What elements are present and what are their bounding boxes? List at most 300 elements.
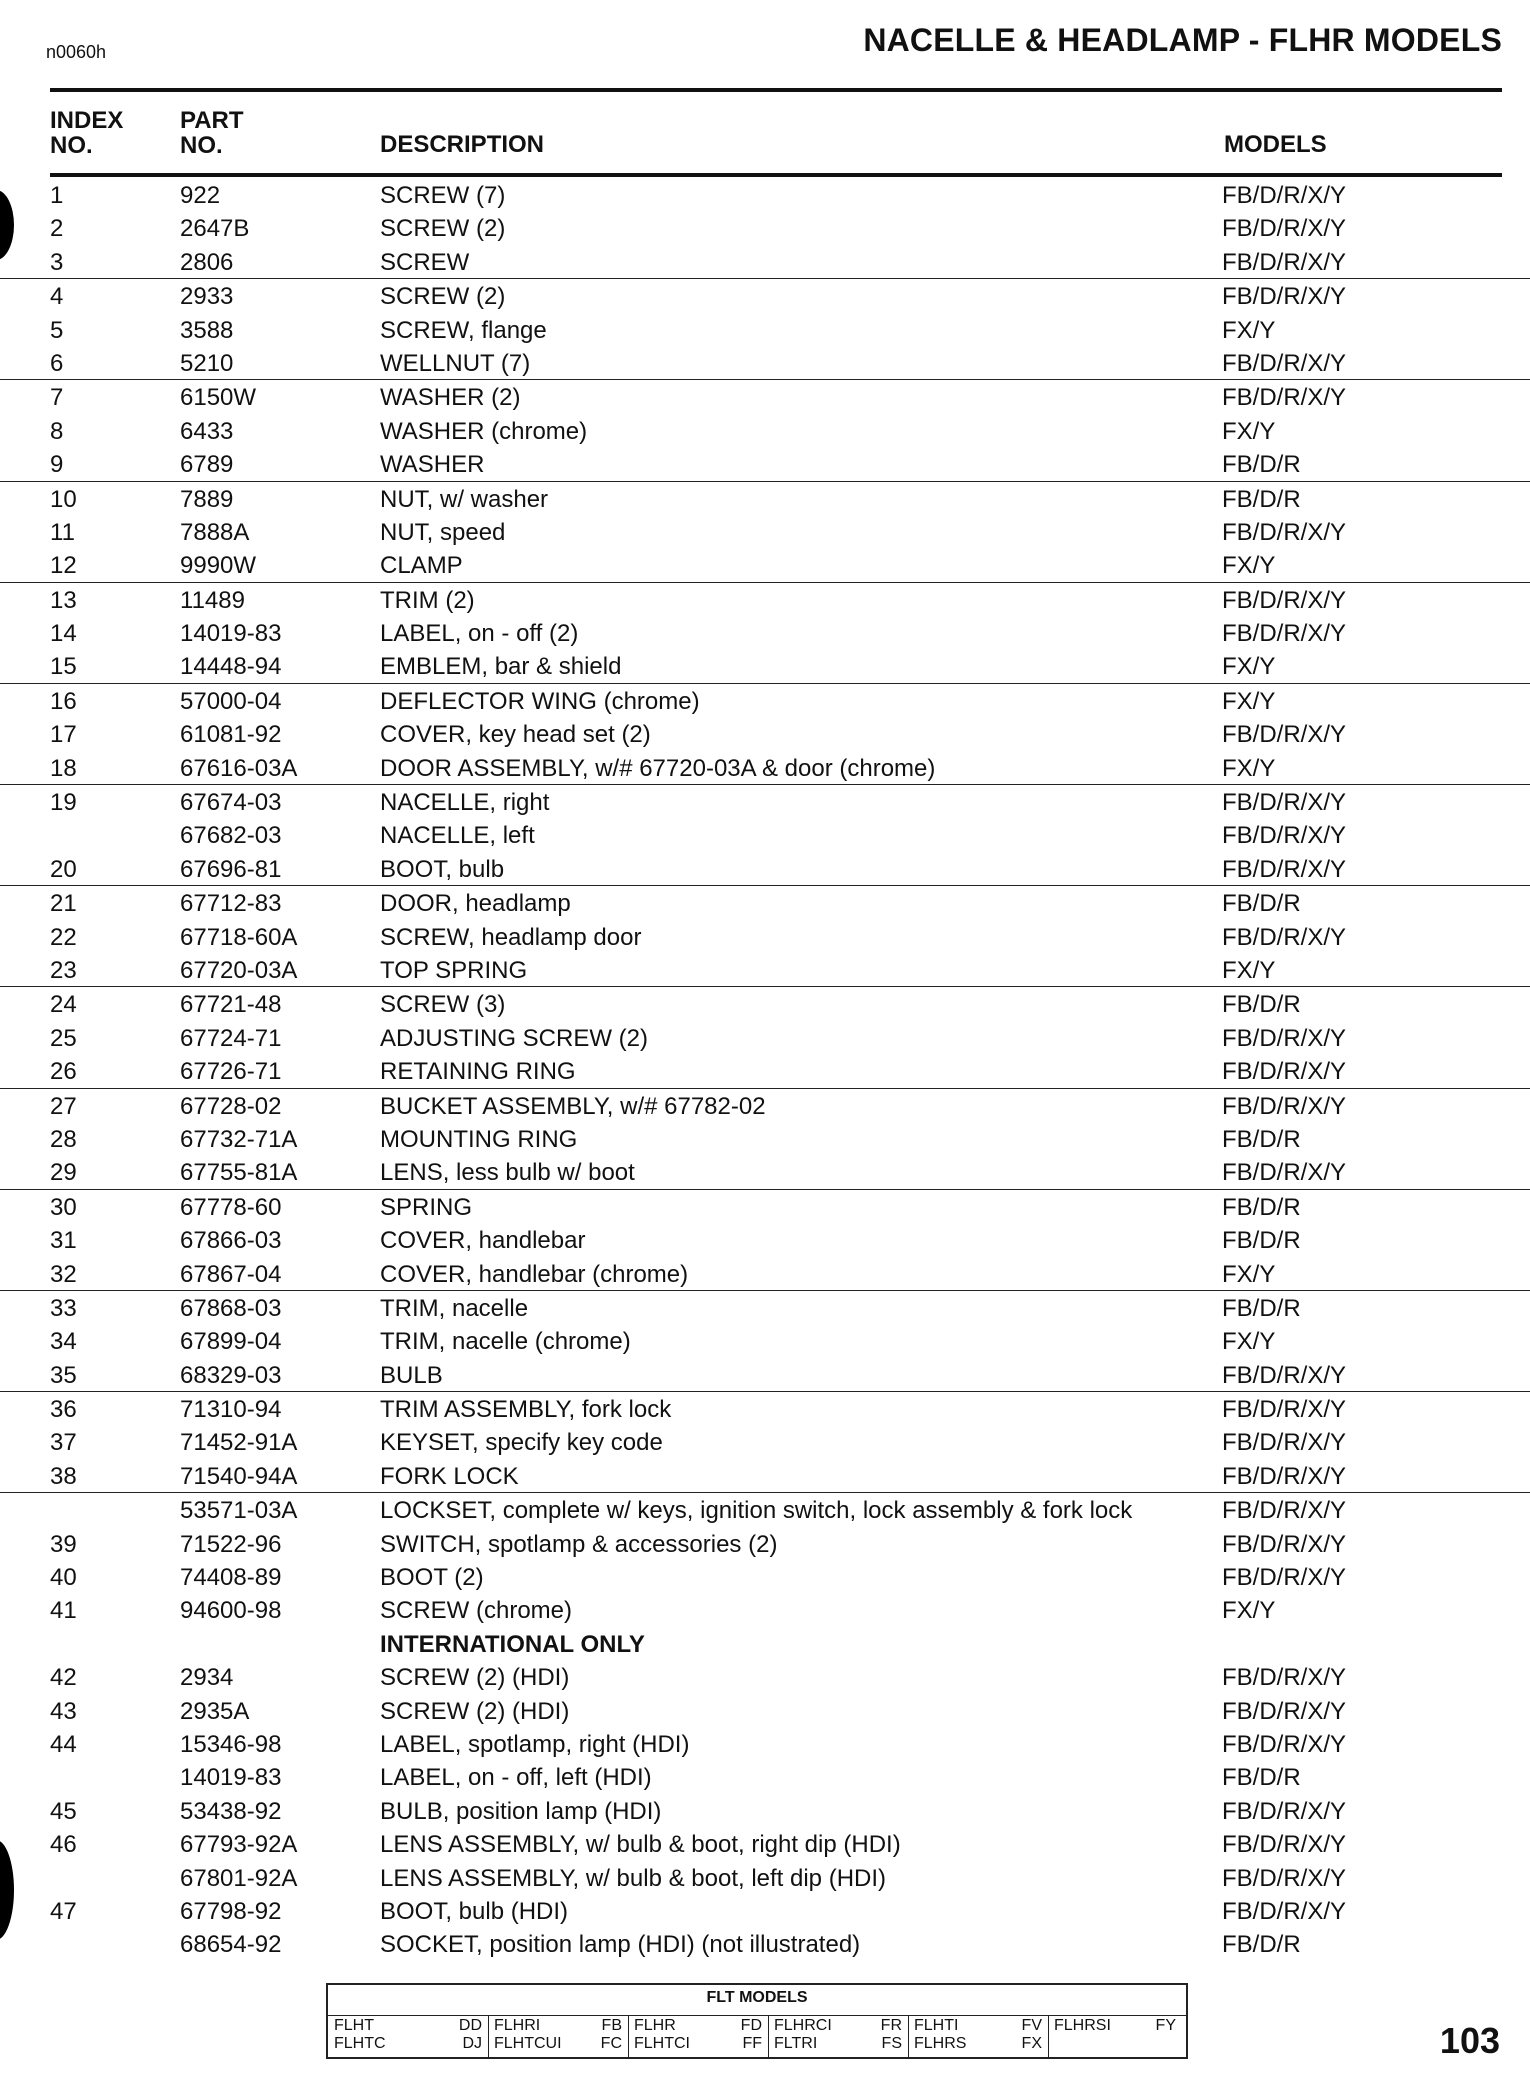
flt-model-code-group	[881, 2017, 902, 2053]
table-row	[0, 1358, 1530, 1392]
part-number-cell: 2647B	[180, 215, 250, 243]
part-number-cell: 9990W	[180, 552, 257, 580]
page-title: NACELLE & HEADLAMP - FLHR MODELS	[863, 22, 1502, 58]
index-cell: 13	[50, 586, 77, 614]
flt-legend-cell	[908, 2016, 1049, 2057]
table-row	[0, 649, 1530, 683]
description-cell: BUCKET ASSEMBLY, w/# 67782-02	[380, 1092, 766, 1120]
models-cell: FB/D/R	[1222, 485, 1301, 513]
models-cell: FB/D/R/X/Y	[1222, 855, 1347, 883]
models-cell: FB/D/R/X/Y	[1222, 1092, 1347, 1120]
models-cell: FB/D/R/X/Y	[1222, 1730, 1347, 1758]
table-row	[0, 684, 1530, 717]
table-row	[0, 515, 1530, 548]
table-row	[0, 1527, 1530, 1560]
index-cell: 9	[50, 451, 64, 479]
index-cell: 42	[50, 1664, 77, 1692]
table-row	[0, 245, 1530, 279]
description-cell: LABEL, on - off (2)	[380, 620, 579, 648]
parts-list	[0, 178, 1530, 1961]
table-row	[0, 482, 1530, 515]
flt-model-code: FD	[740, 2017, 762, 2034]
table-row	[0, 616, 1530, 649]
table-row	[0, 1122, 1530, 1155]
models-cell: FX/Y	[1222, 1597, 1276, 1625]
description-cell: BULB, position lamp (HDI)	[380, 1797, 662, 1825]
index-cell: 38	[50, 1462, 77, 1490]
part-number-cell: 68654-92	[180, 1931, 282, 1959]
flt-model-code: FY	[1155, 2017, 1176, 2034]
models-cell: FB/D/R	[1222, 451, 1301, 479]
models-cell: FX/Y	[1222, 754, 1276, 782]
index-cell: 47	[50, 1897, 77, 1925]
part-number-cell: 94600-98	[180, 1597, 282, 1625]
part-number-cell: 61081-92	[180, 721, 282, 749]
part-number-cell: 71540-94A	[180, 1462, 298, 1490]
models-cell: FB/D/R/X/Y	[1222, 822, 1347, 850]
models-cell: FB/D/R/X/Y	[1222, 620, 1347, 648]
description-cell: TRIM, nacelle	[380, 1294, 529, 1322]
models-cell: FB/D/R/X/Y	[1222, 789, 1347, 817]
models-cell: FB/D/R/X/Y	[1222, 1831, 1347, 1859]
index-cell: 1	[50, 182, 64, 209]
part-number-cell: 14019-83	[180, 620, 282, 648]
index-cell: 22	[50, 923, 77, 951]
table-row	[0, 1324, 1530, 1357]
flt-model-name: FLHRSI	[1054, 2017, 1111, 2034]
models-cell: FB/D/R/X/Y	[1222, 283, 1347, 311]
models-cell: FX/Y	[1222, 316, 1276, 344]
description-cell: LOCKSET, complete w/ keys, ignition switch, lock assembly & fork lock	[380, 1497, 1133, 1525]
description-cell: BOOT, bulb (HDI)	[380, 1897, 569, 1925]
index-cell: 25	[50, 1024, 77, 1052]
table-row	[0, 717, 1530, 750]
description-cell: BULB	[380, 1361, 443, 1389]
index-cell: 29	[50, 1159, 77, 1187]
index-cell: 5	[50, 316, 64, 344]
part-number-cell: 2934	[180, 1664, 234, 1692]
index-cell: 10	[50, 485, 77, 513]
flt-model-code-group	[1156, 2017, 1176, 2035]
part-number-cell: 67867-04	[180, 1260, 282, 1288]
table-row	[0, 1727, 1530, 1760]
description-cell: TRIM (2)	[380, 586, 475, 614]
description-cell: NUT, w/ washer	[380, 485, 549, 513]
index-cell: 26	[50, 1058, 77, 1086]
models-cell: FB/D/R	[1222, 1294, 1301, 1322]
index-cell: 27	[50, 1092, 77, 1120]
models-cell: FX/Y	[1222, 1328, 1276, 1356]
table-row	[0, 987, 1530, 1020]
models-cell: FB/D/R/X/Y	[1222, 1058, 1347, 1086]
models-cell: FX/Y	[1222, 687, 1276, 715]
table-row	[0, 1760, 1530, 1793]
column-header-models: MODELS	[1224, 131, 1327, 158]
description-cell: WELLNUT (7)	[380, 349, 531, 377]
part-number-cell: 5210	[180, 349, 234, 377]
description-cell: LABEL, spotlamp, right (HDI)	[380, 1730, 690, 1758]
description-cell: WASHER	[380, 451, 485, 479]
index-cell: 34	[50, 1328, 77, 1356]
part-number-cell: 67674-03	[180, 789, 282, 817]
models-cell: FB/D/R/X/Y	[1222, 1864, 1347, 1892]
part-number-cell: 922	[180, 182, 221, 209]
models-cell: FB/D/R/X/Y	[1222, 1664, 1347, 1692]
flt-model-name: FLHTI	[914, 2017, 959, 2034]
models-cell: FB/D/R	[1222, 1193, 1301, 1221]
table-row	[0, 1827, 1530, 1860]
index-cell: 6	[50, 349, 64, 377]
table-row	[0, 1694, 1530, 1727]
part-number-cell: 71310-94	[180, 1396, 282, 1424]
models-cell: FB/D/R/X/Y	[1222, 1159, 1347, 1187]
description-cell: NACELLE, right	[380, 789, 550, 817]
index-cell: 45	[50, 1797, 77, 1825]
models-cell: FB/D/R	[1222, 1931, 1301, 1959]
description-cell: WASHER (chrome)	[380, 417, 588, 445]
part-number-cell: 67801-92A	[180, 1864, 298, 1892]
table-row	[0, 1089, 1530, 1122]
index-cell: 30	[50, 1193, 77, 1221]
document-code: n0060h	[46, 42, 107, 62]
description-cell: SCREW (chrome)	[380, 1597, 573, 1625]
models-cell: FB/D/R/X/Y	[1222, 721, 1347, 749]
description-cell: NUT, speed	[380, 518, 506, 546]
flt-model-name-group	[774, 2017, 832, 2053]
index-cell: 17	[50, 721, 77, 749]
part-number-cell: 15346-98	[180, 1730, 282, 1758]
index-cell: 16	[50, 687, 77, 715]
models-cell: FB/D/R/X/Y	[1222, 923, 1347, 951]
table-row	[0, 1021, 1530, 1054]
part-number-cell: 74408-89	[180, 1564, 282, 1592]
flt-model-code: FV	[1021, 2017, 1042, 2034]
models-cell: FB/D/R/X/Y	[1222, 1462, 1347, 1490]
part-number-cell: 11489	[180, 586, 245, 614]
flt-model-name: FLHT	[334, 2017, 374, 2034]
index-cell: 39	[50, 1530, 77, 1558]
models-cell: FB/D/R/X/Y	[1222, 384, 1347, 412]
description-cell: COVER, handlebar	[380, 1227, 586, 1255]
part-number-cell: 2935A	[180, 1697, 250, 1725]
description-cell: SCREW, flange	[380, 316, 547, 344]
description-cell: CLAMP	[380, 552, 463, 580]
index-cell: 19	[50, 789, 77, 817]
description-cell: DOOR, headlamp	[380, 890, 571, 918]
table-row	[0, 346, 1530, 380]
table-row	[0, 313, 1530, 346]
table-row	[0, 380, 1530, 413]
flt-model-name: FLHTCI	[634, 2035, 690, 2052]
description-cell: SCREW (2) (HDI)	[380, 1697, 570, 1725]
description-cell: LABEL, on - off, left (HDI)	[380, 1764, 652, 1792]
description-cell: COVER, handlebar (chrome)	[380, 1260, 689, 1288]
part-number-cell: 68329-03	[180, 1361, 282, 1389]
description-cell: SPRING	[380, 1193, 473, 1221]
flt-model-code: FX	[1021, 2035, 1042, 2052]
flt-model-code: FB	[601, 2017, 622, 2034]
table-row	[0, 1257, 1530, 1291]
table-row	[0, 785, 1530, 818]
description-cell: SCREW (3)	[380, 991, 506, 1019]
table-row	[0, 751, 1530, 785]
description-cell: SCREW (2)	[380, 283, 506, 311]
models-cell: FB/D/R	[1222, 1764, 1301, 1792]
index-cell: 31	[50, 1227, 77, 1255]
description-cell: DOOR ASSEMBLY, w/# 67720-03A & door (chrome)	[380, 754, 936, 782]
column-header-description: DESCRIPTION	[380, 131, 545, 158]
flt-model-name: FLHRS	[914, 2035, 967, 2052]
part-number-cell: 67868-03	[180, 1294, 282, 1322]
index-cell: 18	[50, 754, 77, 782]
part-number-cell: 6150W	[180, 384, 257, 412]
part-number-cell: 67682-03	[180, 822, 282, 850]
flt-model-name: FLHRI	[494, 2017, 541, 2034]
description-cell: KEYSET, specify key code	[380, 1429, 663, 1457]
part-number-cell: 6433	[180, 417, 234, 445]
part-number-cell: 67755-81A	[180, 1159, 298, 1187]
table-row	[0, 1660, 1530, 1693]
flt-model-name-group	[634, 2017, 690, 2053]
column-header-part: PART NO.	[180, 107, 244, 159]
table-row	[0, 1155, 1530, 1189]
index-cell: 33	[50, 1294, 77, 1322]
index-cell: 12	[50, 552, 77, 580]
description-cell: MOUNTING RING	[380, 1125, 578, 1153]
description-cell: SCREW, headlamp door	[380, 923, 642, 951]
models-cell: FB/D/R	[1222, 1125, 1301, 1153]
index-cell: 3	[50, 248, 64, 276]
description-cell: COVER, key head set (2)	[380, 721, 651, 749]
table-row	[0, 1425, 1530, 1458]
models-cell: FB/D/R/X/Y	[1222, 1361, 1347, 1389]
models-cell: FX/Y	[1222, 956, 1276, 984]
description-cell: ADJUSTING SCREW (2)	[380, 1024, 649, 1052]
index-cell: 11	[50, 518, 75, 546]
models-cell: FB/D/R/X/Y	[1222, 1429, 1347, 1457]
flt-model-code-group	[1022, 2017, 1042, 2053]
models-cell: FB/D/R	[1222, 991, 1301, 1019]
index-cell: 40	[50, 1564, 77, 1592]
description-cell: EMBLEM, bar & shield	[380, 653, 622, 681]
table-row	[0, 1054, 1530, 1088]
index-cell: 4	[50, 283, 64, 311]
part-number-cell: 67899-04	[180, 1328, 282, 1356]
index-cell: 20	[50, 855, 77, 883]
part-number-cell: 67696-81	[180, 855, 282, 883]
index-cell: 46	[50, 1831, 77, 1859]
description-cell: SCREW	[380, 248, 470, 276]
flt-model-code-group	[459, 2017, 482, 2053]
models-cell: FB/D/R/X/Y	[1222, 349, 1347, 377]
flt-model-code: FR	[880, 2017, 902, 2034]
table-row	[0, 1560, 1530, 1593]
table-row	[0, 1392, 1530, 1425]
models-cell: FB/D/R/X/Y	[1222, 1396, 1347, 1424]
table-row	[0, 920, 1530, 953]
models-cell: FB/D/R/X/Y	[1222, 1530, 1347, 1558]
flt-legend-title: FLT MODELS	[706, 1989, 808, 2006]
table-row	[0, 953, 1530, 987]
part-number-cell: 67732-71A	[180, 1125, 298, 1153]
index-cell: 2	[50, 215, 64, 243]
description-cell: BOOT, bulb	[380, 855, 505, 883]
table-row	[0, 852, 1530, 886]
models-cell: FB/D/R	[1222, 890, 1301, 918]
table-row	[0, 414, 1530, 447]
flt-model-name-group	[494, 2017, 562, 2053]
part-number-cell: 67712-83	[180, 890, 282, 918]
index-cell: 35	[50, 1361, 77, 1389]
part-number-cell: 3588	[180, 316, 234, 344]
models-cell: FX/Y	[1222, 1260, 1276, 1288]
index-cell: 15	[50, 653, 77, 681]
part-number-cell: 67724-71	[180, 1024, 282, 1052]
part-number-cell: 7889	[180, 485, 234, 513]
part-number-cell: 67721-48	[180, 991, 282, 1019]
index-cell: 41	[50, 1597, 77, 1625]
flt-models-legend	[326, 1983, 1188, 2059]
description-cell: DEFLECTOR WING (chrome)	[380, 687, 700, 715]
part-number-cell: 67718-60A	[180, 923, 298, 951]
table-row	[0, 178, 1530, 211]
part-number-cell: 67778-60	[180, 1193, 282, 1221]
description-cell: BOOT (2)	[380, 1564, 484, 1592]
table-row	[0, 447, 1530, 481]
part-number-cell: 67798-92	[180, 1897, 282, 1925]
table-row	[0, 583, 1530, 616]
description-cell: RETAINING RING	[380, 1058, 576, 1086]
description-cell: SWITCH, spotlamp & accessories (2)	[380, 1530, 778, 1558]
table-row	[0, 1593, 1530, 1626]
flt-legend-cell	[488, 2016, 629, 2057]
models-cell: FB/D/R/X/Y	[1222, 1497, 1347, 1525]
description-cell: LENS ASSEMBLY, w/ bulb & boot, right dip (HDI)	[380, 1831, 901, 1859]
table-row	[0, 1291, 1530, 1324]
table-row	[0, 1223, 1530, 1256]
index-cell: 24	[50, 991, 77, 1019]
description-cell: SCREW (2)	[380, 215, 506, 243]
part-number-cell: 67866-03	[180, 1227, 282, 1255]
part-number-cell: 2933	[180, 283, 234, 311]
models-cell: FX/Y	[1222, 653, 1276, 681]
part-number-cell: 53571-03A	[180, 1497, 298, 1525]
flt-model-code: FC	[600, 2035, 622, 2052]
description-cell: SCREW (7)	[380, 182, 506, 209]
flt-model-name-group	[914, 2017, 966, 2053]
table-row	[0, 279, 1530, 312]
index-cell: 28	[50, 1125, 77, 1153]
models-cell: FX/Y	[1222, 417, 1276, 445]
description-cell: TRIM, nacelle (chrome)	[380, 1328, 631, 1356]
table-row	[0, 1927, 1530, 1960]
part-number-cell: 7888A	[180, 518, 250, 546]
models-cell: FB/D/R/X/Y	[1222, 586, 1347, 614]
title-rule	[50, 88, 1502, 92]
index-cell: 7	[50, 384, 64, 412]
table-row	[0, 1894, 1530, 1927]
column-header-index: INDEX NO.	[50, 107, 124, 159]
part-number-cell: 67726-71	[180, 1058, 282, 1086]
flt-model-name: FLHRCI	[774, 2017, 832, 2034]
description-cell: TRIM ASSEMBLY, fork lock	[380, 1396, 672, 1424]
index-cell: 23	[50, 956, 77, 984]
table-row	[0, 818, 1530, 851]
models-cell: FB/D/R/X/Y	[1222, 248, 1347, 276]
models-cell: FX/Y	[1222, 552, 1276, 580]
index-cell: 21	[50, 890, 77, 918]
part-number-cell: 14448-94	[180, 653, 282, 681]
description-cell: LENS, less bulb w/ boot	[380, 1159, 635, 1187]
table-row	[0, 886, 1530, 919]
part-number-cell: 67616-03A	[180, 754, 298, 782]
index-cell: 37	[50, 1429, 77, 1457]
part-number-cell: 57000-04	[180, 687, 282, 715]
index-cell: 43	[50, 1697, 77, 1725]
models-cell: FB/D/R/X/Y	[1222, 1024, 1347, 1052]
table-row	[0, 1861, 1530, 1894]
table-row	[0, 1493, 1530, 1526]
flt-legend-cell	[328, 2016, 489, 2057]
index-cell: 8	[50, 417, 64, 445]
models-cell: FB/D/R/X/Y	[1222, 518, 1347, 546]
models-cell: FB/D/R/X/Y	[1222, 215, 1347, 243]
table-row	[0, 1794, 1530, 1827]
description-cell: FORK LOCK	[380, 1462, 519, 1490]
part-number-cell: 71522-96	[180, 1530, 282, 1558]
flt-model-name: FLHTC	[334, 2035, 386, 2052]
flt-legend-cell	[768, 2016, 909, 2057]
part-number-cell: 53438-92	[180, 1797, 282, 1825]
part-number-cell: 6789	[180, 451, 234, 479]
models-cell: FB/D/R	[1222, 1227, 1301, 1255]
flt-model-code: FS	[881, 2035, 902, 2052]
flt-legend-cell	[628, 2016, 769, 2057]
part-number-cell: 14019-83	[180, 1764, 282, 1792]
flt-legend-grid	[328, 2015, 1186, 2057]
part-number-cell: 2806	[180, 248, 234, 276]
flt-model-code: DD	[458, 2017, 482, 2034]
index-cell: 32	[50, 1260, 77, 1288]
description-cell: SOCKET, position lamp (HDI) (not illustrated)	[380, 1931, 861, 1959]
flt-model-code-group	[601, 2017, 622, 2053]
index-cell: 14	[50, 620, 77, 648]
description-cell: WASHER (2)	[380, 384, 521, 412]
part-number-cell: 71452-91A	[180, 1429, 298, 1457]
page-number: 103	[1439, 2020, 1500, 2061]
description-cell: TOP SPRING	[380, 956, 528, 984]
index-cell: 36	[50, 1396, 77, 1424]
header-rule	[50, 173, 1502, 177]
description-cell: LENS ASSEMBLY, w/ bulb & boot, left dip (HDI)	[380, 1864, 887, 1892]
table-row	[0, 548, 1530, 582]
flt-model-name-group	[334, 2017, 386, 2053]
flt-model-code: FF	[742, 2035, 762, 2052]
flt-model-name: FLHTCUI	[494, 2035, 562, 2052]
part-number-cell: 67793-92A	[180, 1831, 298, 1859]
models-cell: FB/D/R/X/Y	[1222, 1797, 1347, 1825]
flt-model-name: FLHR	[634, 2017, 676, 2034]
part-number-cell: 67720-03A	[180, 956, 298, 984]
table-row	[0, 211, 1530, 244]
models-cell: FB/D/R/X/Y	[1222, 1697, 1347, 1725]
models-cell: FB/D/R/X/Y	[1222, 1564, 1347, 1592]
models-cell: FB/D/R/X/Y	[1222, 1897, 1347, 1925]
models-cell: FB/D/R/X/Y	[1222, 182, 1347, 209]
table-row	[0, 1627, 1530, 1660]
flt-model-code-group	[741, 2017, 762, 2053]
table-row	[0, 1190, 1530, 1223]
